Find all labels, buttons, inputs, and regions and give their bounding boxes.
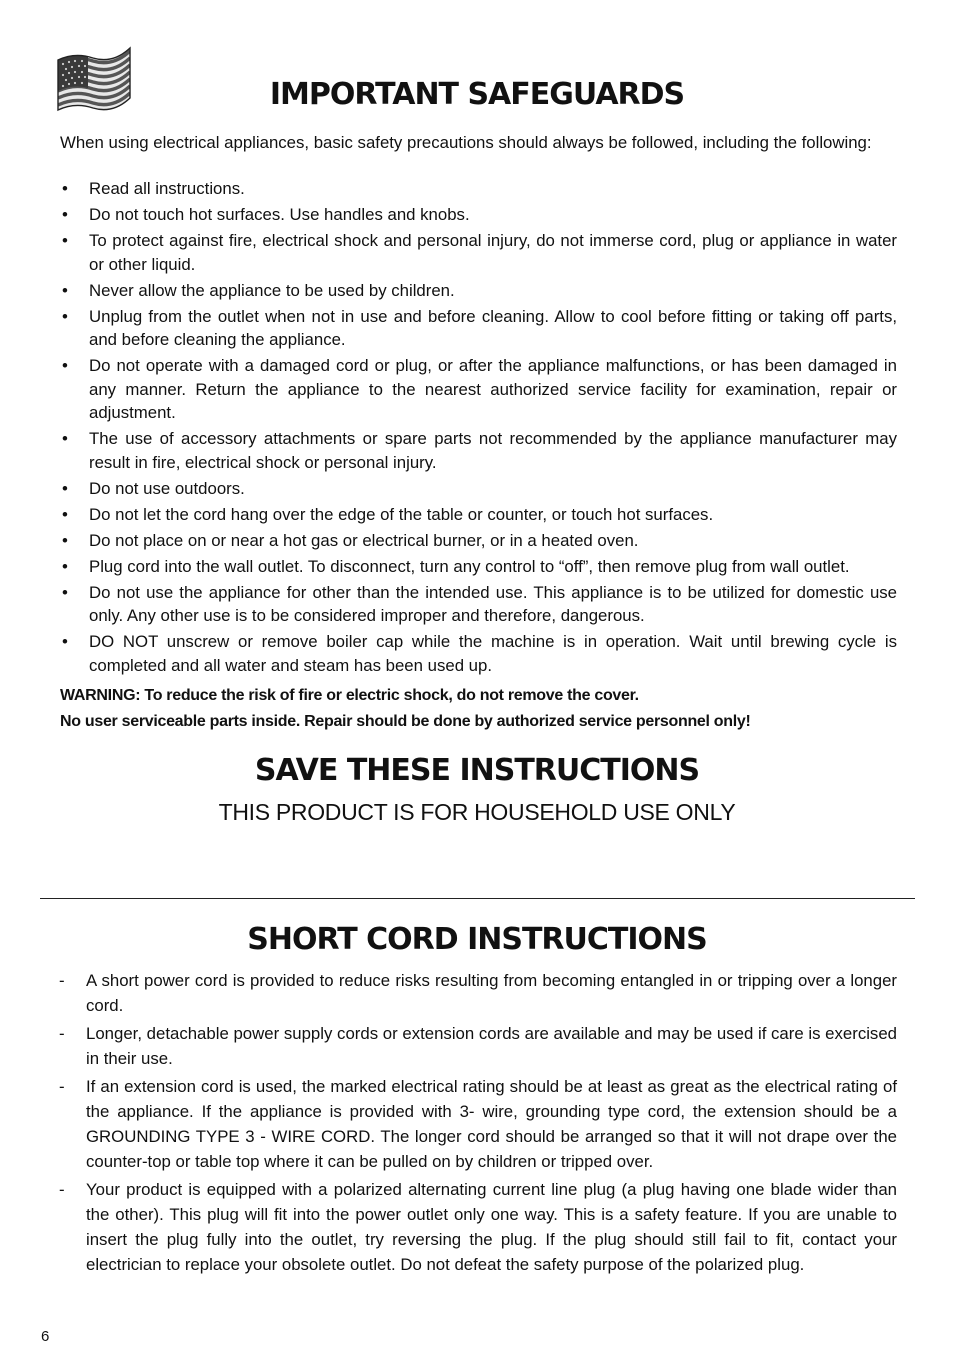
- safeguards-list: [60, 177, 897, 680]
- list-item: - Longer, detachable power supply cords or extension cords are available and may be used if care is exercised in their use.: [58, 1021, 897, 1071]
- list-item: • Do not place on or near a hot gas or electrical burner, or in a heated oven.: [60, 529, 897, 553]
- save-instructions-heading: SAVE THESE INSTRUCTIONS: [254, 753, 700, 788]
- list-item: • Read all instructions.: [60, 177, 897, 201]
- page-number: 6: [41, 1328, 50, 1345]
- list-item: • Do not use the appliance for other than the intended use. This appliance is to be utilized for domestic use only. Any other use is to be considered improper and therefore, dangerous.: [60, 581, 897, 628]
- list-item: - If an extension cord is used, the marked electrical rating should be at least as great as the electrical rating of the appliance. If the appliance is provided with 3- wire, grounding type cord, the extension should be a GROUNDING TYPE 3 - WIRE CORD. The longer cord should be arranged so that it will not drape over the counter-top or table top where it can be pulled on by children or tripped over.: [58, 1074, 897, 1174]
- warning-text-2: No user serviceable parts inside. Repair should be done by authorized service personnel only!: [60, 713, 751, 730]
- list-item: • DO NOT unscrew or remove boiler cap while the machine is in operation. Wait until brewing cycle is completed and all water and steam has been used up.: [60, 630, 897, 677]
- list-item: • Unplug from the outlet when not in use and before cleaning. Allow to cool before fitting or taking off parts, and before cleaning the appliance.: [60, 305, 897, 352]
- short-cord-heading: SHORT CORD INSTRUCTIONS: [247, 922, 707, 957]
- intro-text: When using electrical appliances, basic safety precautions should always be followed, including the following:: [60, 133, 872, 152]
- list-item: - A short power cord is provided to reduce risks resulting from becoming entangled in or tripping over a longer cord.: [58, 968, 897, 1018]
- list-item: • To protect against fire, electrical shock and personal injury, do not immerse cord, plug or appliance in water or other liquid.: [60, 229, 897, 276]
- list-item: • Do not let the cord hang over the edge of the table or counter, or touch hot surfaces.: [60, 503, 897, 527]
- list-item: • Never allow the appliance to be used by children.: [60, 279, 897, 303]
- warning-text: WARNING: To reduce the risk of fire or electric shock, do not remove the cover.: [60, 687, 639, 704]
- list-item: • Do not use outdoors.: [60, 477, 897, 501]
- list-item: • Do not operate with a damaged cord or plug, or after the appliance malfunctions, or has been damaged in any manner. Return the appliance to the nearest authorized service facility for examination, repair or adjustment.: [60, 354, 897, 425]
- list-item: • Do not touch hot surfaces. Use handles and knobs.: [60, 203, 897, 227]
- page-title: IMPORTANT SAFEGUARDS: [269, 77, 685, 112]
- list-item: - Your product is equipped with a polarized alternating current line plug (a plug having one blade wider than the other). This plug will fit into the power outlet only one way. This is a safety feature. If you are unable to insert the plug fully into the outlet, try reversing the plug. If the plug should still fail to fit, contact your electrician to replace your obsolete outlet. Do not defeat the safety purpose of the polarized plug.: [58, 1177, 897, 1277]
- short-cord-list: [58, 968, 897, 1280]
- household-use-subtitle: THIS PRODUCT IS FOR HOUSEHOLD USE ONLY: [218, 799, 736, 825]
- list-item: • The use of accessory attachments or spare parts not recommended by the appliance manufacturer may result in fire, electrical shock or personal injury.: [60, 427, 897, 474]
- list-item: • Plug cord into the wall outlet. To disconnect, turn any control to “off”, then remove plug from wall outlet.: [60, 555, 897, 579]
- section-divider: [40, 898, 915, 899]
